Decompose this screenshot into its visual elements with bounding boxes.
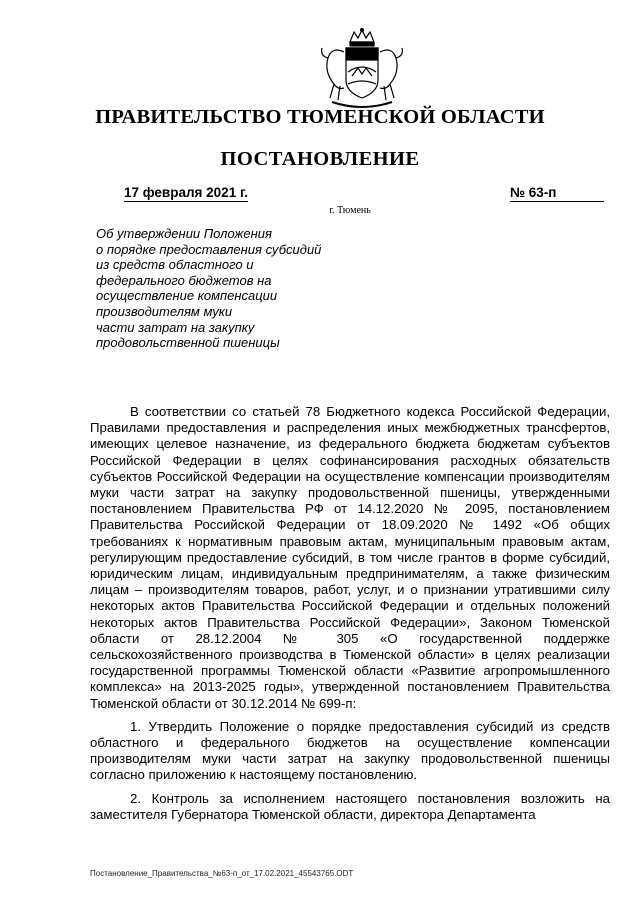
- preamble-paragraph: В соответствии со статьей 78 Бюджетного кодекса Российской Федерации, Правилами предоставления и распределения иных межбюджетных трансфертов, имеющих целевое назначение, из федерального бюджета бюджетам субъектов Российской Федерации в целях софинансирования расходных обязательств субъектов Российской Федерации на осуществление компенсации производителям муки части затрат на закупку продовольственной пшеницы, утвержденными постановлением Правительства РФ от 14.12.2020 № 2095, постановлением Правительства Российской Федерации от 18.09.2020 № 1492 «Об общих требованиях к нормативным правовым актам, муниципальным правовым актам, регулирующим предоставление субсидий, в том числе грантов в форме субсидий, юридическим лицам, индивидуальным предпринимателям, а также физическим лицам – производителям товаров, работ, услуг, и о признании утратившими силу некоторых актов Правительства Российской Федерации и отдельных положений некоторых актов Правительства Российской Федерации», Законом Тюменской области от 28.12.2004 № 305 «О государственной поддержке сельскохозяйственного производства в Тюменской области» в целях реализации государственной программы Тюменской области «Развитие агропромышленного комплекса» на 2013-2025 годы», утвержденной постановлением Правительства Тюменской области от 30.12.2014 № 699-п:: [90, 404, 610, 711]
- coat-of-arms-icon: [314, 28, 410, 112]
- government-title: ПРАВИТЕЛЬСТВО ТЮМЕНСКОЙ ОБЛАСТИ: [95, 106, 545, 128]
- subject-line: из средств областного и: [96, 257, 254, 273]
- subject-line: о порядке предоставления субсидий: [96, 241, 322, 257]
- file-footer: Постановление_Правительства_№63-п_от_17.02.2021_45543765.ODT: [90, 869, 354, 878]
- subject-line: федерального бюджетов на: [96, 272, 272, 288]
- subject-line: производителям муки: [96, 303, 233, 319]
- subject-line: продовольственной пшеницы: [96, 335, 280, 351]
- item-1-paragraph: 1. Утвердить Положение о порядке предоставления субсидий из средств областного и федерального бюджетов на осуществление компенсации производителям муки части затрат на закупку продовольственной пшеницы согласно приложению к настоящему постановлению.: [90, 718, 610, 783]
- item-2-paragraph: 2. Контроль за исполнением настоящего постановления возложить на заместителя Губернатора Тюменской области, директора Департамента: [90, 790, 610, 822]
- document-subject: [96, 226, 356, 351]
- document-city: г. Тюмень: [329, 205, 371, 216]
- document-body: [90, 404, 610, 823]
- subject-line: части затрат на закупку: [96, 319, 255, 335]
- subject-line: осуществление компенсации: [96, 288, 278, 304]
- document-type: ПОСТАНОВЛЕНИЕ: [220, 148, 420, 170]
- document-number: № 63-п: [510, 185, 604, 202]
- subject-line: Об утверждении Положения: [96, 226, 272, 241]
- document-date: 17 февраля 2021 г.: [124, 185, 248, 200]
